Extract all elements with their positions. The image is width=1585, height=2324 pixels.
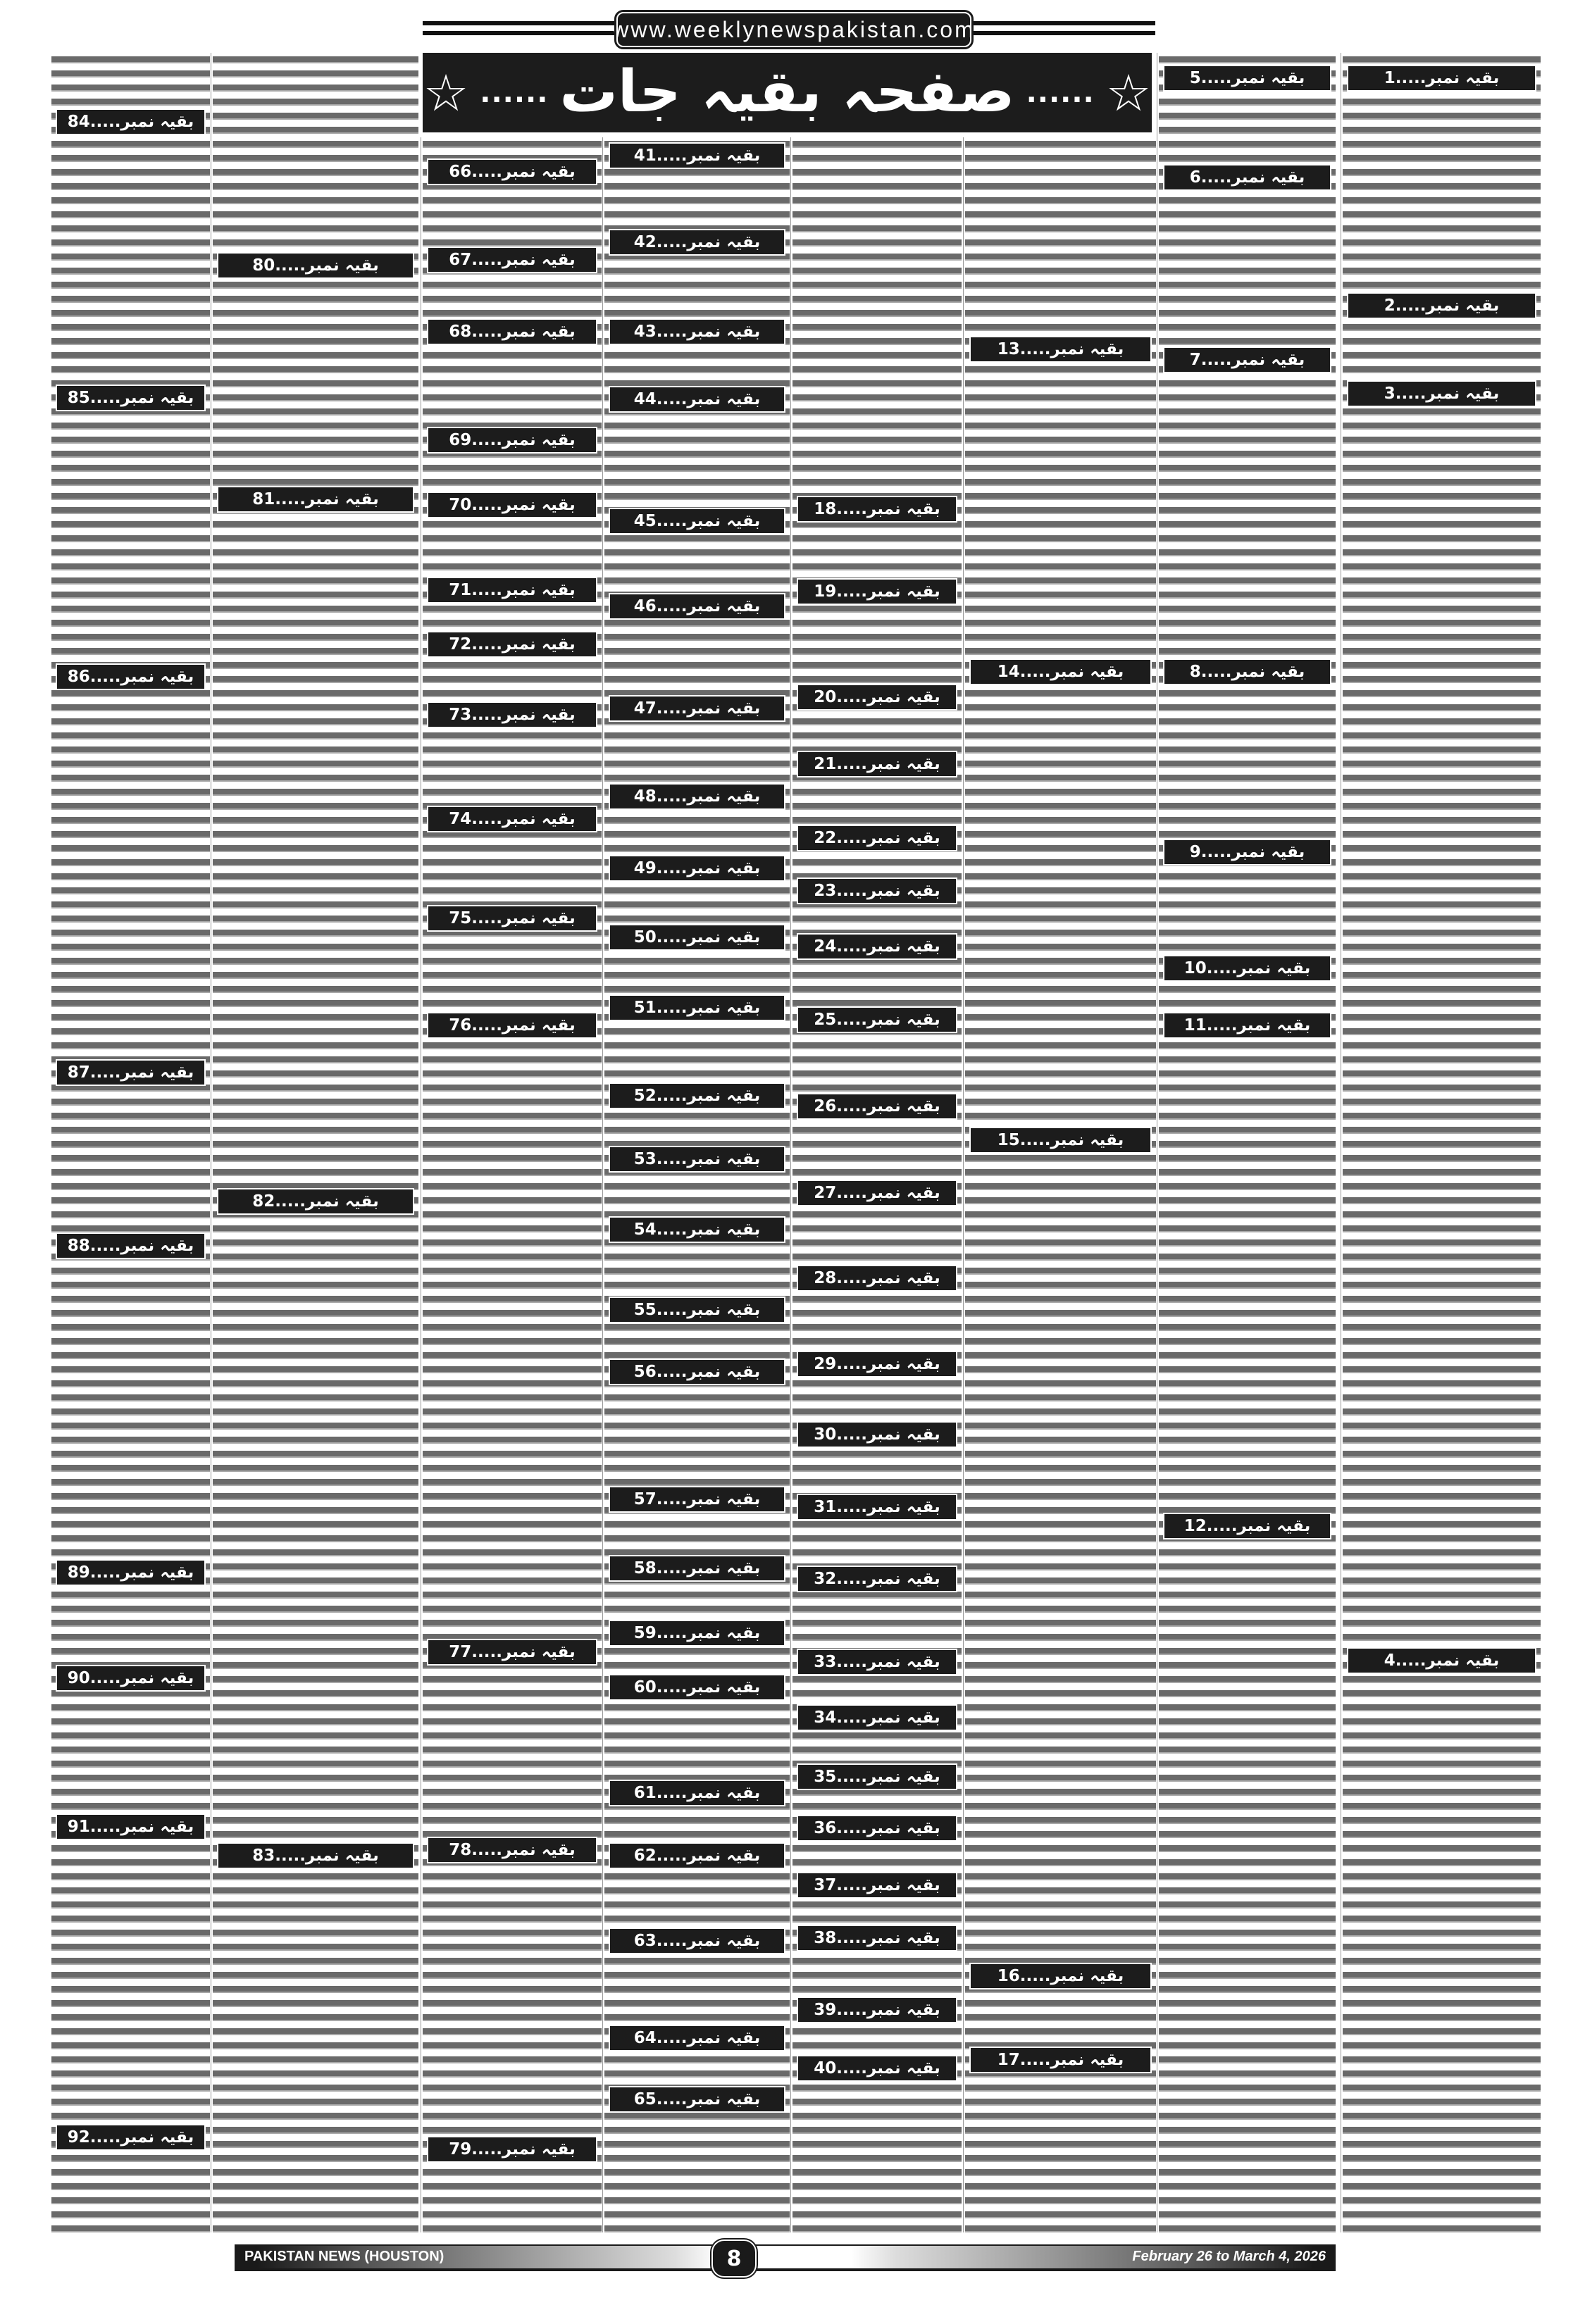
continuation-header: بقیہ نمبر.....80 xyxy=(217,252,414,279)
continuation-header: بقیہ نمبر.....10 xyxy=(1163,955,1331,982)
continuation-header: بقیہ نمبر.....77 xyxy=(427,1639,597,1666)
continuation-header: بقیہ نمبر.....42 xyxy=(609,229,785,256)
continuation-header: بقیہ نمبر.....26 xyxy=(797,1093,957,1120)
continuation-header: بقیہ نمبر.....40 xyxy=(797,2055,957,2082)
page-title: صفحہ بقیہ جات xyxy=(559,58,1015,126)
continuation-header: بقیہ نمبر.....21 xyxy=(797,751,957,777)
continuation-header: بقیہ نمبر.....54 xyxy=(609,1216,785,1243)
continuation-header: بقیہ نمبر.....11 xyxy=(1163,1012,1331,1039)
continuation-header: بقیہ نمبر.....28 xyxy=(797,1265,957,1292)
continuation-header: بقیہ نمبر.....79 xyxy=(427,2136,597,2163)
issue-date: February 26 to March 4, 2026 xyxy=(1132,2249,1326,2264)
continuation-header: بقیہ نمبر.....27 xyxy=(797,1180,957,1206)
star-icon: ☆ xyxy=(423,63,469,123)
continuation-header: بقیہ نمبر.....47 xyxy=(609,695,785,722)
continuation-header: بقیہ نمبر.....13 xyxy=(969,336,1152,363)
continuation-header: بقیہ نمبر.....49 xyxy=(609,855,785,882)
continuation-header: بقیہ نمبر.....8 xyxy=(1163,658,1331,685)
continuation-header: بقیہ نمبر.....64 xyxy=(609,2025,785,2051)
continuation-header: بقیہ نمبر.....24 xyxy=(797,933,957,960)
continuation-header: بقیہ نمبر.....48 xyxy=(609,783,785,810)
continuation-header: بقیہ نمبر.....82 xyxy=(217,1188,414,1215)
continuation-header: بقیہ نمبر.....15 xyxy=(969,1127,1152,1154)
continuation-header: بقیہ نمبر.....74 xyxy=(427,806,597,832)
continuation-header: بقیہ نمبر.....25 xyxy=(797,1006,957,1033)
text-column xyxy=(423,137,602,2232)
continuation-header: بقیہ نمبر.....14 xyxy=(969,658,1152,685)
page-number: 8 xyxy=(711,2239,757,2278)
continuation-header: بقیہ نمبر.....90 xyxy=(56,1665,206,1692)
continuation-header: بقیہ نمبر.....78 xyxy=(427,1837,597,1863)
continuation-header: بقیہ نمبر.....73 xyxy=(427,701,597,728)
continuation-header: بقیہ نمبر.....57 xyxy=(609,1486,785,1513)
continuation-header: بقیہ نمبر.....36 xyxy=(797,1815,957,1842)
continuation-header: بقیہ نمبر.....41 xyxy=(609,142,785,169)
footer-bar xyxy=(235,2244,1336,2271)
continuation-header: بقیہ نمبر.....67 xyxy=(427,246,597,273)
continuation-header: بقیہ نمبر.....87 xyxy=(56,1059,206,1086)
continuation-header: بقیہ نمبر.....22 xyxy=(797,825,957,851)
continuation-header: بقیہ نمبر.....55 xyxy=(609,1297,785,1323)
text-column xyxy=(213,53,418,2232)
column-divider xyxy=(963,137,964,2232)
continuation-header: بقیہ نمبر.....31 xyxy=(797,1494,957,1520)
continuation-header: بقیہ نمبر.....71 xyxy=(427,577,597,604)
continuation-header: بقیہ نمبر.....43 xyxy=(609,318,785,345)
continuation-header: بقیہ نمبر.....18 xyxy=(797,496,957,523)
continuation-header: بقیہ نمبر.....37 xyxy=(797,1872,957,1899)
continuation-header: بقیہ نمبر.....76 xyxy=(427,1012,597,1039)
continuation-header: بقیہ نمبر.....56 xyxy=(609,1358,785,1385)
continuation-header: بقیہ نمبر.....83 xyxy=(217,1842,414,1869)
continuation-header: بقیہ نمبر.....84 xyxy=(56,108,206,135)
continuation-header: بقیہ نمبر.....3 xyxy=(1347,380,1536,407)
continuation-header: بقیہ نمبر.....33 xyxy=(797,1649,957,1675)
continuation-header: بقیہ نمبر.....30 xyxy=(797,1421,957,1448)
column-divider xyxy=(602,137,603,2232)
continuation-header: بقیہ نمبر.....35 xyxy=(797,1763,957,1790)
star-icon: ☆ xyxy=(1105,63,1152,123)
continuation-header: بقیہ نمبر.....65 xyxy=(609,2086,785,2113)
continuation-header: بقیہ نمبر.....5 xyxy=(1163,65,1331,92)
continuation-header: بقیہ نمبر.....63 xyxy=(609,1928,785,1954)
title-dots: ...... xyxy=(480,76,549,109)
continuation-header: بقیہ نمبر.....6 xyxy=(1163,164,1331,191)
continuation-header: بقیہ نمبر.....81 xyxy=(217,486,414,513)
continuation-header: بقیہ نمبر.....23 xyxy=(797,877,957,904)
continuation-header: بقیہ نمبر.....68 xyxy=(427,318,597,345)
continuation-header: بقیہ نمبر.....45 xyxy=(609,508,785,535)
continuation-header: بقیہ نمبر.....50 xyxy=(609,924,785,951)
continuation-header: بقیہ نمبر.....69 xyxy=(427,427,597,454)
text-column xyxy=(604,137,790,2232)
continuation-header: بقیہ نمبر.....20 xyxy=(797,684,957,711)
continuation-header: بقیہ نمبر.....59 xyxy=(609,1620,785,1647)
text-column xyxy=(1159,53,1336,2232)
continuation-header: بقیہ نمبر.....2 xyxy=(1347,292,1536,319)
continuation-header: بقیہ نمبر.....61 xyxy=(609,1780,785,1806)
continuation-header: بقیہ نمبر.....58 xyxy=(609,1555,785,1582)
continuation-header: بقیہ نمبر.....32 xyxy=(797,1566,957,1592)
continuation-header: بقیہ نمبر.....86 xyxy=(56,663,206,690)
text-column xyxy=(965,137,1156,2232)
continuation-header: بقیہ نمبر.....16 xyxy=(969,1963,1152,1989)
continuation-header: بقیہ نمبر.....72 xyxy=(427,631,597,658)
continuation-header: بقیہ نمبر.....4 xyxy=(1347,1647,1536,1674)
continuation-header: بقیہ نمبر.....46 xyxy=(609,593,785,620)
continuation-header: بقیہ نمبر.....85 xyxy=(56,385,206,411)
continuation-header: بقیہ نمبر.....92 xyxy=(56,2124,206,2151)
text-column xyxy=(51,53,210,2232)
continuation-header: بقیہ نمبر.....66 xyxy=(427,158,597,185)
text-column xyxy=(792,137,962,2232)
continuation-header: بقیہ نمبر.....34 xyxy=(797,1704,957,1731)
continuation-header: بقیہ نمبر.....39 xyxy=(797,1997,957,2023)
continuation-header: بقیہ نمبر.....38 xyxy=(797,1925,957,1951)
continuation-header: بقیہ نمبر.....19 xyxy=(797,578,957,605)
continuation-header: بقیہ نمبر.....44 xyxy=(609,386,785,413)
continuation-header: بقیہ نمبر.....62 xyxy=(609,1842,785,1869)
continuation-header: بقیہ نمبر.....52 xyxy=(609,1082,785,1109)
continuation-header: بقیہ نمبر.....91 xyxy=(56,1813,206,1840)
title-dots: ...... xyxy=(1026,76,1095,109)
page-title-banner xyxy=(423,53,1152,132)
continuation-header: بقیہ نمبر.....9 xyxy=(1163,839,1331,866)
continuation-header: بقیہ نمبر.....70 xyxy=(427,492,597,518)
column-divider xyxy=(790,137,791,2232)
continuation-header: بقیہ نمبر.....12 xyxy=(1163,1513,1331,1539)
website-url[interactable]: www.weeklynewspakistan.com xyxy=(616,12,971,47)
continuation-header: بقیہ نمبر.....88 xyxy=(56,1232,206,1259)
publication-name: PAKISTAN NEWS (HOUSTON) xyxy=(244,2249,445,2264)
continuation-header: بقیہ نمبر.....60 xyxy=(609,1674,785,1701)
continuation-header: بقیہ نمبر.....17 xyxy=(969,2047,1152,2073)
continuation-header: بقیہ نمبر.....51 xyxy=(609,994,785,1021)
continuation-header: بقیہ نمبر.....7 xyxy=(1163,346,1331,373)
continuation-header: بقیہ نمبر.....89 xyxy=(56,1559,206,1586)
text-column xyxy=(1343,53,1541,2232)
continuation-header: بقیہ نمبر.....1 xyxy=(1347,65,1536,92)
continuation-header: بقیہ نمبر.....53 xyxy=(609,1146,785,1173)
continuation-header: بقیہ نمبر.....75 xyxy=(427,905,597,932)
continuation-header: بقیہ نمبر.....29 xyxy=(797,1351,957,1377)
